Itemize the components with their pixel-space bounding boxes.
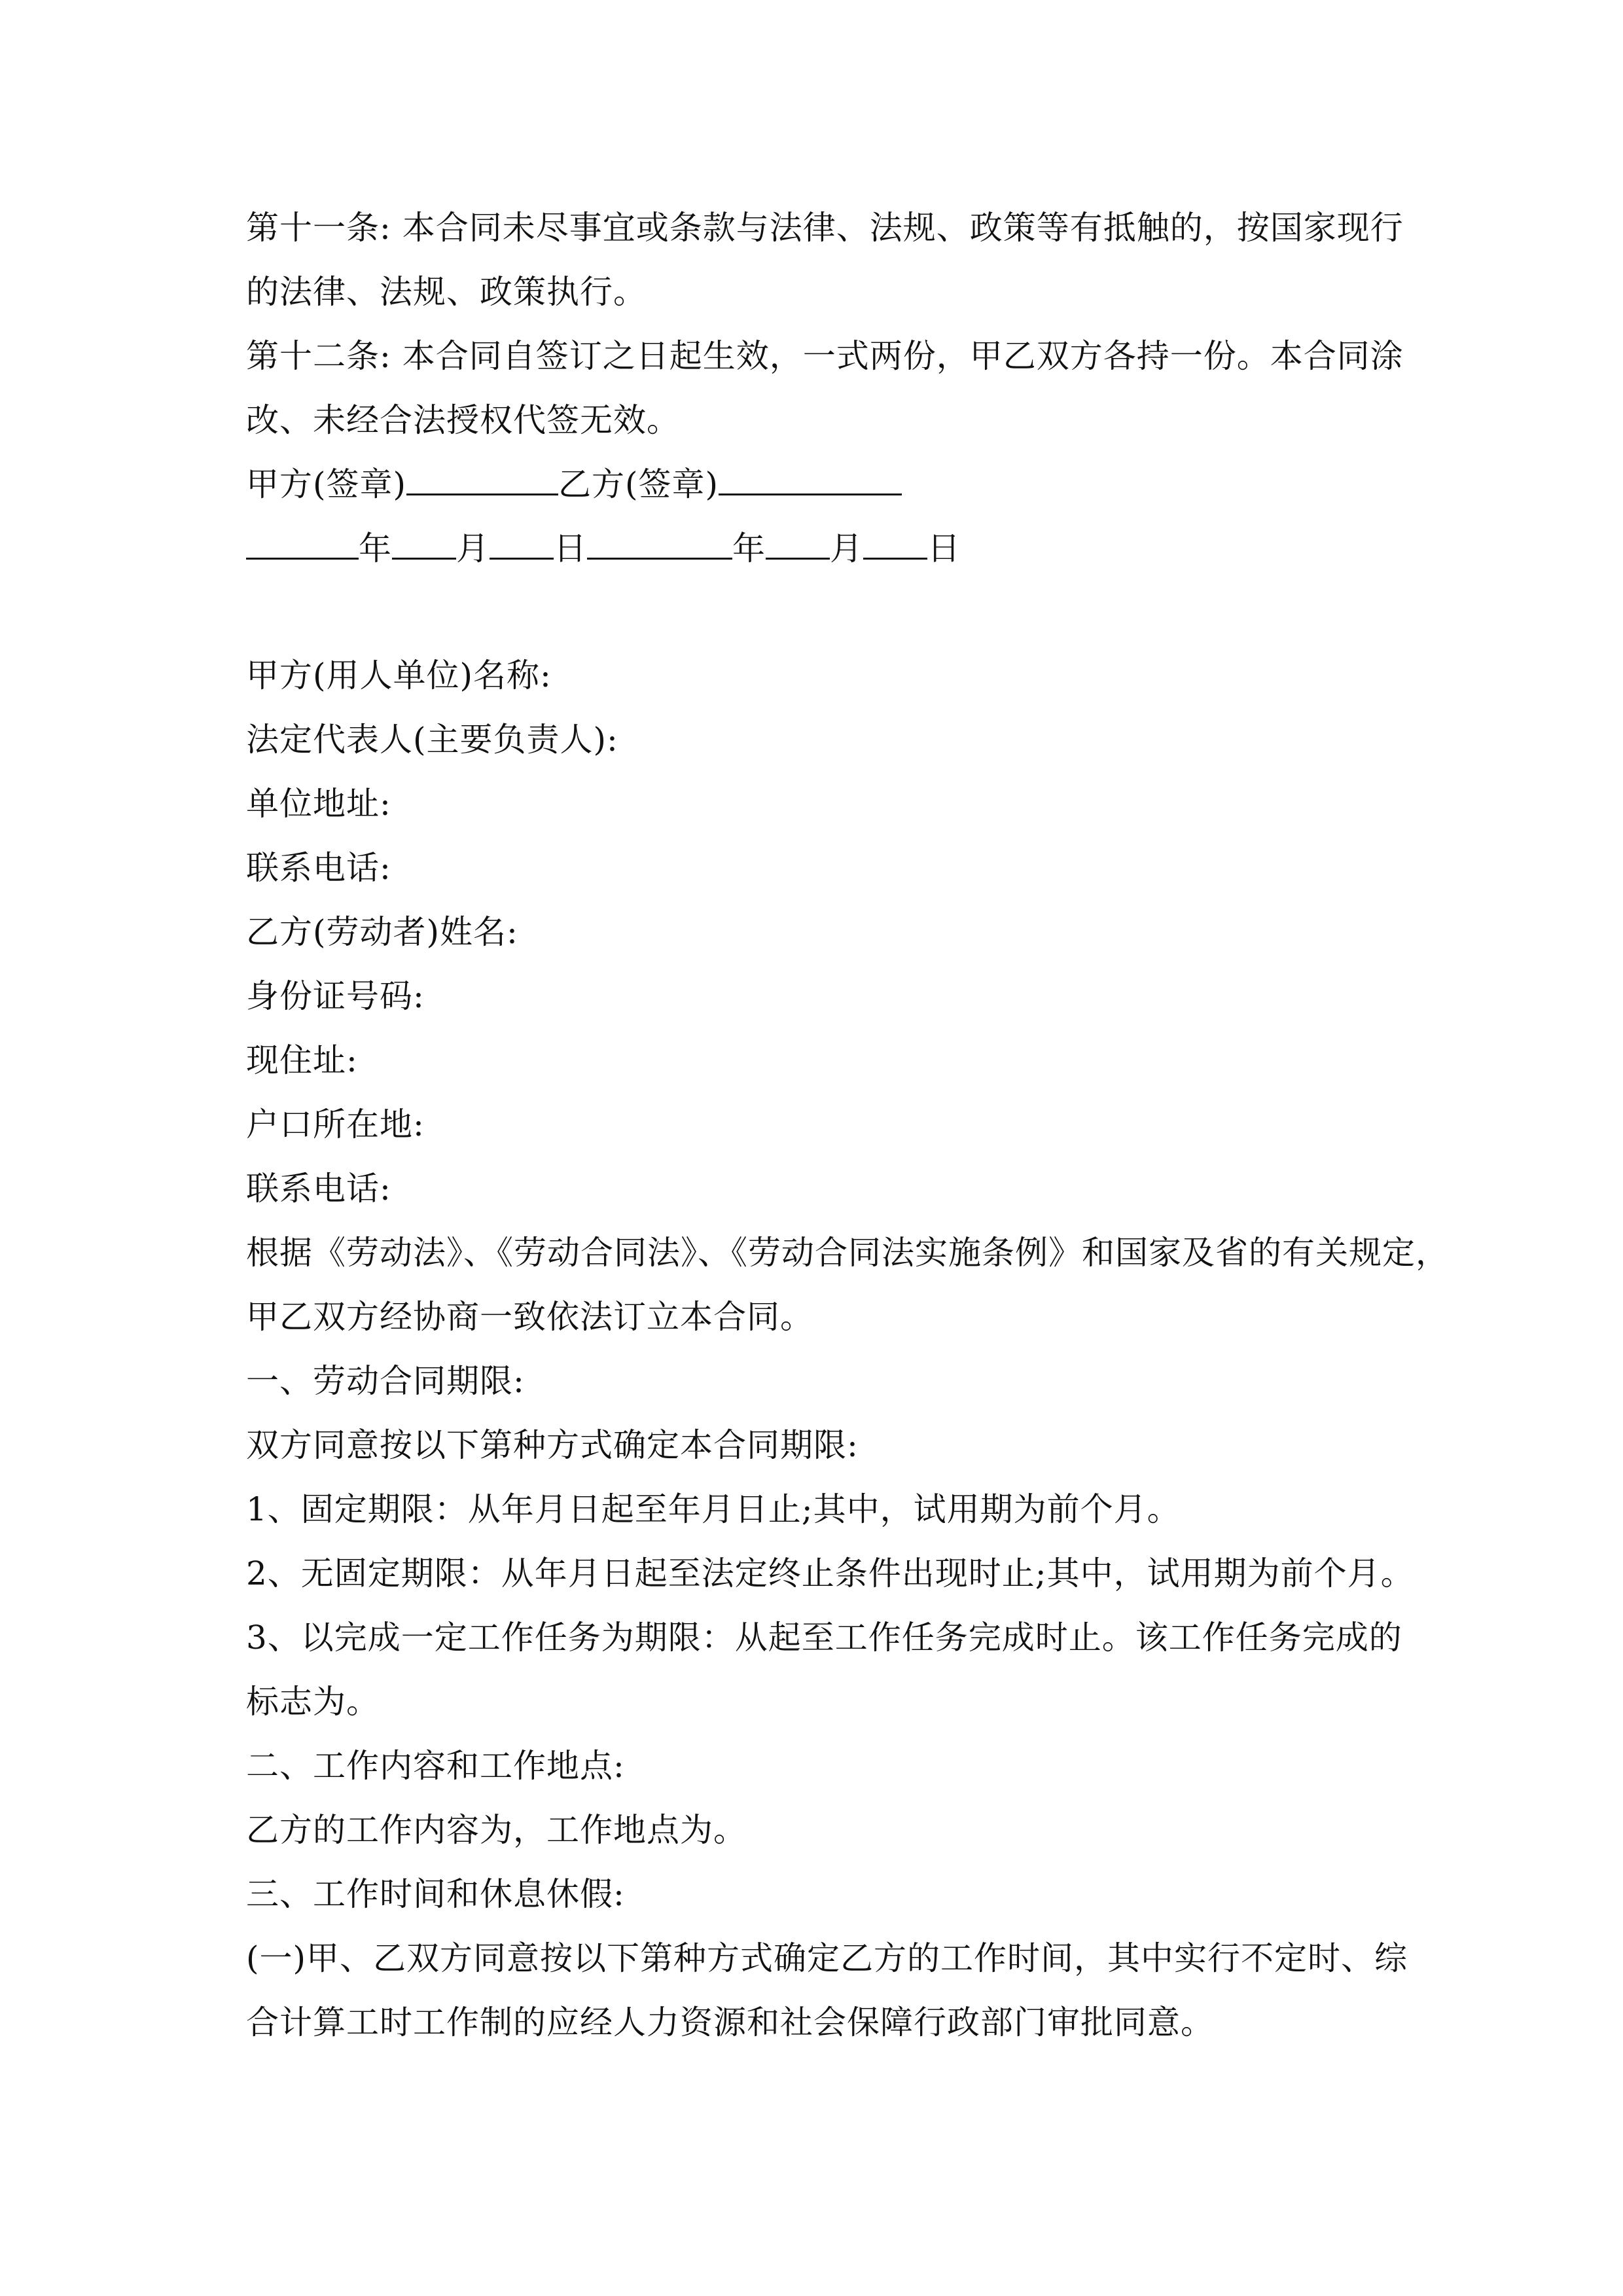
date-b-year-label: 年 [732, 529, 766, 567]
party-b-signature-blank [719, 465, 902, 495]
date-a-day-label: 日 [554, 529, 587, 567]
date-b-month-label: 月 [830, 529, 863, 567]
field-employer-name: 甲方(用人单位)名称: [246, 656, 552, 694]
date-a-day-blank [490, 529, 554, 560]
field-employer-phone: 联系电话: [246, 849, 391, 887]
field-employer-address: 单位地址: [246, 785, 391, 823]
term-option-3-line-2: 标志为。 [246, 1683, 380, 1721]
clause-12-line-1: 第十二条: 本合同自签订之日起生效，一式两份，甲乙双方各持一份。本合同涂 [246, 337, 1404, 375]
field-id-number: 身份证号码: [246, 977, 425, 1015]
clause-11-line-1: 第十一条: 本合同未尽事宜或条款与法律、法规、政策等有抵触的，按国家现行 [246, 209, 1404, 247]
clause-11-line-2: 的法律、法规、政策执行。 [246, 273, 647, 311]
date-a-month-blank [392, 529, 456, 560]
field-employee-phone: 联系电话: [246, 1170, 391, 1208]
date-b-month-blank [766, 529, 830, 560]
section-3-heading: 三、工作时间和休息休假: [246, 1875, 625, 1913]
party-a-signature-label: 甲方(签章) [246, 465, 407, 503]
preamble-line-2: 甲乙双方经协商一致依法订立本合同。 [246, 1298, 813, 1336]
section-3-para-line-1: (一)甲、乙双方同意按以下第种方式确定乙方的工作时间，其中实行不定时、综 [246, 1939, 1408, 1977]
clause-12-line-2: 改、未经合法授权代签无效。 [246, 401, 680, 439]
date-a-year-blank [246, 529, 359, 560]
preamble-line-1: 根据《劳动法》、《劳动合同法》、《劳动合同法实施条例》和国家及省的有关规定， [246, 1234, 1449, 1272]
term-option-3-line-1: 3、以完成一定工作任务为期限：从起至工作任务完成时止。该工作任务完成的 [246, 1619, 1402, 1657]
date-line [246, 528, 961, 569]
field-current-address: 现住址: [246, 1041, 358, 1079]
section-3-para-line-2: 合计算工时工作制的应经人力资源和社会保障行政部门审批同意。 [246, 2003, 1214, 2041]
date-b-year-blank [587, 529, 732, 560]
date-b-day-blank [863, 529, 927, 560]
term-option-2: 2、无固定期限：从年月日起至法定终止条件出现时止;其中，试用期为前个月。 [246, 1554, 1414, 1592]
date-a-year-label: 年 [359, 529, 392, 567]
field-employee-name: 乙方(劳动者)姓名: [246, 913, 518, 951]
date-a-month-label: 月 [456, 529, 490, 567]
field-legal-representative: 法定代表人(主要负责人): [246, 721, 618, 759]
signature-line [246, 463, 902, 505]
party-a-signature-blank [406, 465, 558, 495]
section-2-heading: 二、工作内容和工作地点: [246, 1747, 625, 1785]
field-household-registration: 户口所在地: [246, 1105, 425, 1143]
date-b-day-label: 日 [927, 529, 961, 567]
section-1-intro: 双方同意按以下第种方式确定本合同期限: [246, 1426, 859, 1464]
term-option-1: 1、固定期限：从年月日起至年月日止;其中，试用期为前个月。 [246, 1490, 1181, 1528]
section-1-heading: 一、劳动合同期限: [246, 1362, 525, 1400]
party-b-signature-label: 乙方(签章) [558, 465, 719, 503]
section-2-content: 乙方的工作内容为，工作地点为。 [246, 1811, 747, 1849]
